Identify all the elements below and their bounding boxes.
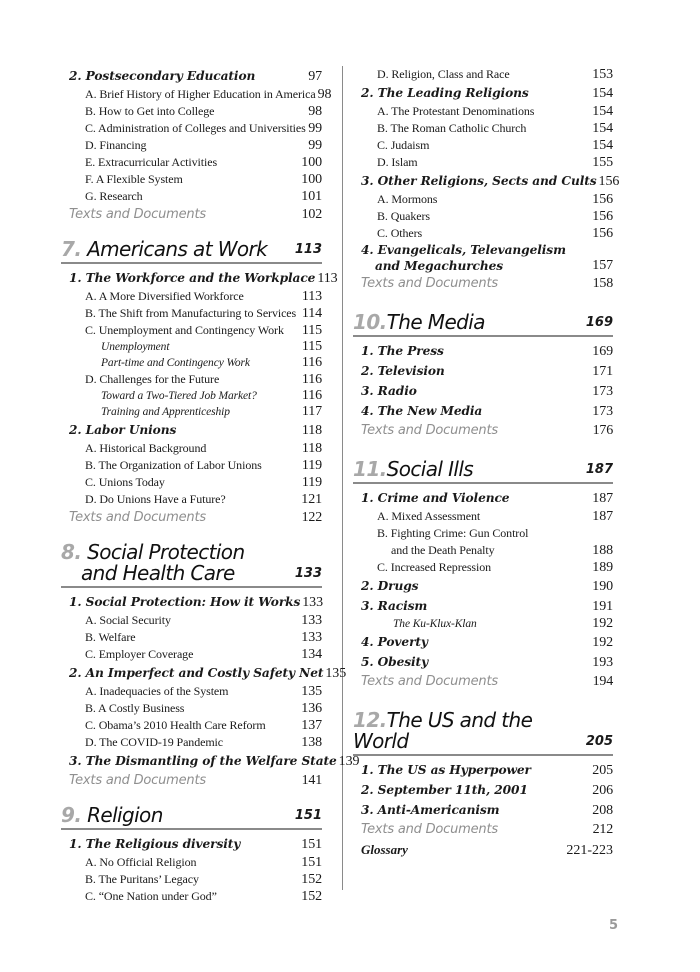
toc-subsubsection[interactable]: Unemployment 115 (101, 339, 322, 354)
chapter-title: Religion (87, 803, 163, 827)
toc-subsection[interactable]: B. The Organization of Labor Unions 119 (85, 458, 322, 473)
chapter-heading[interactable] (61, 805, 322, 830)
toc-subsection[interactable]: G. Research 101 (85, 189, 322, 204)
toc-subsubsection[interactable]: The Ku-Klux-Klan 192 (393, 616, 613, 631)
toc-section[interactable]: 3. Radio 173 (361, 384, 613, 399)
toc-subsection[interactable]: D. Financing 99 (85, 138, 322, 153)
chapter-heading[interactable] (61, 239, 322, 264)
toc-subsection[interactable]: B. Quakers 156 (377, 209, 613, 224)
chapter-heading[interactable] (353, 312, 613, 337)
toc-texts-documents[interactable]: Texts and Documents 212 (361, 822, 613, 837)
toc-subsection[interactable]: F. A Flexible System 100 (85, 172, 322, 187)
toc-section[interactable]: 2. Postsecondary Education 97 (69, 69, 322, 84)
toc-subsection[interactable]: C. Unions Today 119 (85, 475, 322, 490)
chapter-title-line2: and Health Care (81, 561, 235, 585)
toc-subsection[interactable]: C. Increased Repression 189 (377, 560, 613, 575)
toc-subsection[interactable]: A. Brief History of Higher Education in America 98 (85, 87, 332, 102)
toc-section[interactable]: 1. Social Protection: How it Works 133 (69, 595, 323, 610)
toc-section[interactable]: 3. Racism 191 (361, 599, 613, 614)
toc-section[interactable]: 2. Drugs 190 (361, 579, 613, 594)
chapter-title: The Media (386, 310, 485, 334)
chapter-title: The US and the World (353, 708, 533, 753)
toc-subsection[interactable]: B. The Shift from Manufacturing to Services 114 (85, 306, 322, 321)
toc-subsection[interactable]: B. The Puritans’ Legacy 152 (85, 872, 322, 887)
toc-texts-documents[interactable]: Texts and Documents 122 (69, 510, 322, 525)
toc-subsection[interactable]: A. No Official Religion 151 (85, 855, 322, 870)
chapter-title: Social Ills (386, 457, 474, 481)
chapter-page: 205 (585, 734, 613, 749)
chapter-number: 10. (353, 310, 387, 334)
toc-section[interactable]: 4. Evangelicals, Televangelism and Megachurches 157 (361, 243, 613, 273)
toc-subsection[interactable]: D. Do Unions Have a Future? 121 (85, 492, 322, 507)
chapter-number: 12. (353, 708, 387, 732)
toc-subsection[interactable]: A. Social Security 133 (85, 613, 322, 628)
toc-subsection[interactable]: C. “One Nation under God” 152 (85, 889, 322, 904)
toc-section[interactable]: 1. The Religious diversity 151 (69, 837, 322, 852)
toc-subsection[interactable]: C. Others 156 (377, 226, 613, 241)
toc-texts-documents[interactable]: Texts and Documents 141 (69, 773, 322, 788)
toc-subsection[interactable]: B. The Roman Catholic Church 154 (377, 121, 613, 136)
toc-section[interactable]: 3. Anti-Americanism 208 (361, 803, 613, 818)
chapter-number: 11. (353, 457, 387, 481)
toc-section[interactable]: 4. Poverty 192 (361, 635, 613, 650)
chapter-number: 8. (61, 540, 82, 564)
toc-left-column (61, 66, 360, 905)
toc-subsection[interactable]: C. Obama’s 2010 Health Care Reform 137 (85, 718, 322, 733)
toc-subsection[interactable]: A. Inadequacies of the System 135 (85, 684, 322, 699)
toc-subsubsection[interactable]: Toward a Two-Tiered Job Market? 116 (101, 388, 322, 403)
toc-subsubsection[interactable]: Part-time and Contingency Work 116 (101, 355, 322, 370)
toc-section[interactable]: 2. Television 171 (361, 364, 613, 379)
toc-subsection[interactable]: A. The Protestant Denominations 154 (377, 104, 613, 119)
toc-subsection[interactable]: C. Employer Coverage 134 (85, 647, 322, 662)
toc-subsection[interactable]: D. Religion, Class and Race 153 (377, 67, 613, 82)
toc-section[interactable]: 1. The US as Hyperpower 205 (361, 763, 613, 778)
page-number: 5 (608, 918, 618, 933)
toc-section[interactable]: 2. September 11th, 2001 206 (361, 783, 613, 798)
toc-section[interactable]: 3. The Dismantling of the Welfare State 139 (69, 754, 360, 769)
chapter-title: Social Protection (87, 540, 245, 564)
toc-section[interactable]: 4. The New Media 173 (361, 404, 613, 419)
chapter-title: Americans at Work (87, 237, 268, 261)
toc-subsection[interactable]: A. Historical Background 118 (85, 441, 322, 456)
toc-texts-documents[interactable]: Texts and Documents 176 (361, 423, 613, 438)
toc-glossary[interactable]: Glossary 221-223 (361, 842, 613, 858)
chapter-heading[interactable] (61, 542, 322, 588)
toc-section[interactable]: 1. Crime and Violence 187 (361, 491, 613, 506)
chapter-page: 187 (585, 462, 613, 477)
toc-right-column (353, 66, 620, 860)
toc-subsection[interactable]: A. A More Diversified Workforce 113 (85, 289, 322, 304)
toc-section[interactable]: 1. The Press 169 (361, 344, 613, 359)
toc-subsection[interactable]: A. Mixed Assessment 187 (377, 509, 613, 524)
toc-section[interactable]: 3. Other Religions, Sects and Cults 156 (361, 174, 620, 189)
toc-section[interactable]: 2. The Leading Religions 154 (361, 86, 613, 101)
toc-subsection[interactable]: B. A Costly Business 136 (85, 701, 322, 716)
chapter-heading[interactable] (353, 710, 613, 756)
toc-subsection[interactable]: D. The COVID-19 Pandemic 138 (85, 735, 322, 750)
toc-subsection[interactable]: B. How to Get into College 98 (85, 104, 322, 119)
chapter-heading[interactable] (353, 459, 613, 484)
toc-subsection[interactable]: E. Extracurricular Activities 100 (85, 155, 322, 170)
toc-texts-documents[interactable]: Texts and Documents 194 (361, 674, 613, 689)
toc-section[interactable]: 5. Obesity 193 (361, 655, 613, 670)
toc-subsection[interactable]: A. Mormons 156 (377, 192, 613, 207)
toc-section[interactable]: 2. Labor Unions 118 (69, 423, 322, 438)
chapter-page: 133 (294, 566, 322, 581)
toc-subsection[interactable]: C. Administration of Colleges and Universities 99 (85, 121, 322, 136)
chapter-page: 113 (294, 242, 322, 257)
toc-subsection[interactable]: C. Judaism 154 (377, 138, 613, 153)
toc-subsection-continued[interactable]: and the Death Penalty 188 (391, 543, 613, 558)
toc-texts-documents[interactable]: Texts and Documents 102 (69, 207, 322, 222)
chapter-page: 169 (585, 315, 613, 330)
chapter-number: 7. (61, 237, 82, 261)
toc-subsection[interactable]: D. Islam 155 (377, 155, 613, 170)
toc-subsection[interactable]: B. Welfare 133 (85, 630, 322, 645)
toc-subsection[interactable]: C. Unemployment and Contingency Work 115 (85, 323, 322, 338)
toc-subsection[interactable]: B. Fighting Crime: Gun Control (377, 526, 529, 540)
chapter-page: 151 (294, 808, 322, 823)
toc-section[interactable]: 2. An Imperfect and Costly Safety Net 135 (69, 666, 347, 681)
toc-texts-documents[interactable]: Texts and Documents 158 (361, 276, 613, 291)
toc-section[interactable]: 1. The Workforce and the Workplace 113 (69, 271, 338, 286)
chapter-number: 9. (61, 803, 82, 827)
toc-subsection[interactable]: D. Challenges for the Future 116 (85, 372, 322, 387)
toc-subsubsection[interactable]: Training and Apprenticeship 117 (101, 404, 322, 419)
